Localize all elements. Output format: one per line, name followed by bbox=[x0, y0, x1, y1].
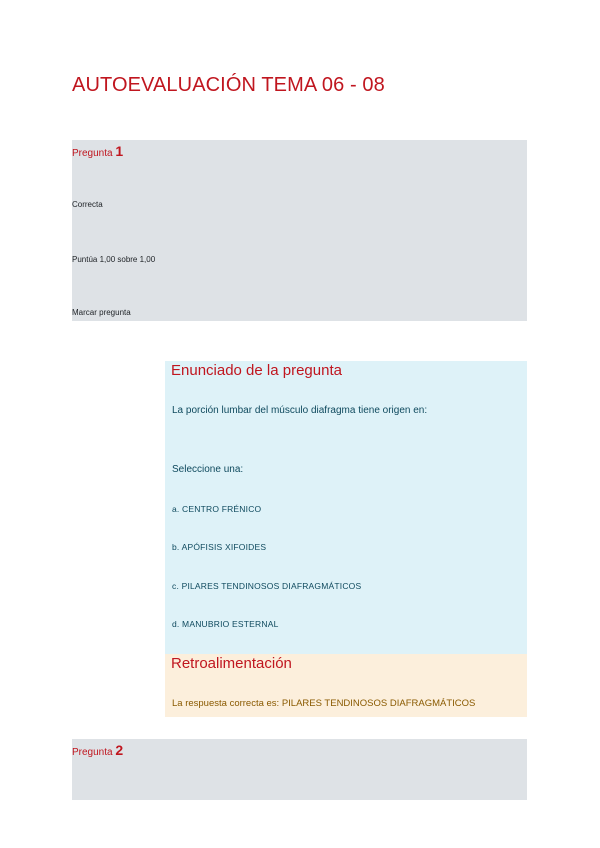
question-state: Correcta bbox=[72, 200, 103, 209]
question-1-label bbox=[72, 143, 123, 159]
question-2-label bbox=[72, 742, 123, 758]
answer-option-d[interactable]: d. MANUBRIO ESTERNAL bbox=[172, 619, 279, 629]
question-label-text: Pregunta bbox=[72, 148, 113, 159]
question-text: La porción lumbar del músculo diafragma tiene origen en: bbox=[172, 405, 428, 416]
question-1-feedback bbox=[165, 654, 527, 717]
answer-option-c[interactable]: c. PILARES TENDINOSOS DIAFRAGMÁTICOS bbox=[172, 581, 362, 591]
question-number: 1 bbox=[115, 143, 124, 159]
question-2-info bbox=[72, 739, 527, 800]
question-1-info bbox=[72, 140, 527, 321]
question-label-text: Pregunta bbox=[72, 747, 113, 758]
select-prompt: Seleccione una: bbox=[172, 464, 244, 475]
statement-heading: Enunciado de la pregunta bbox=[171, 362, 342, 379]
feedback-text: La respuesta correcta es: PILARES TENDINOSOS DIAFRAGMÁTICOS bbox=[172, 698, 476, 709]
answer-option-a[interactable]: a. CENTRO FRÉNICO bbox=[172, 504, 262, 514]
question-1-formulation bbox=[165, 361, 527, 654]
flag-question-link[interactable]: Marcar pregunta bbox=[72, 308, 131, 317]
page-title: AUTOEVALUACIÓN TEMA 06 - 08 bbox=[72, 74, 385, 96]
feedback-heading: Retroalimentación bbox=[171, 655, 292, 672]
question-number: 2 bbox=[115, 742, 124, 758]
question-grade: Puntúa 1,00 sobre 1,00 bbox=[72, 255, 156, 264]
answer-option-b[interactable]: b. APÓFISIS XIFOIDES bbox=[172, 542, 267, 552]
